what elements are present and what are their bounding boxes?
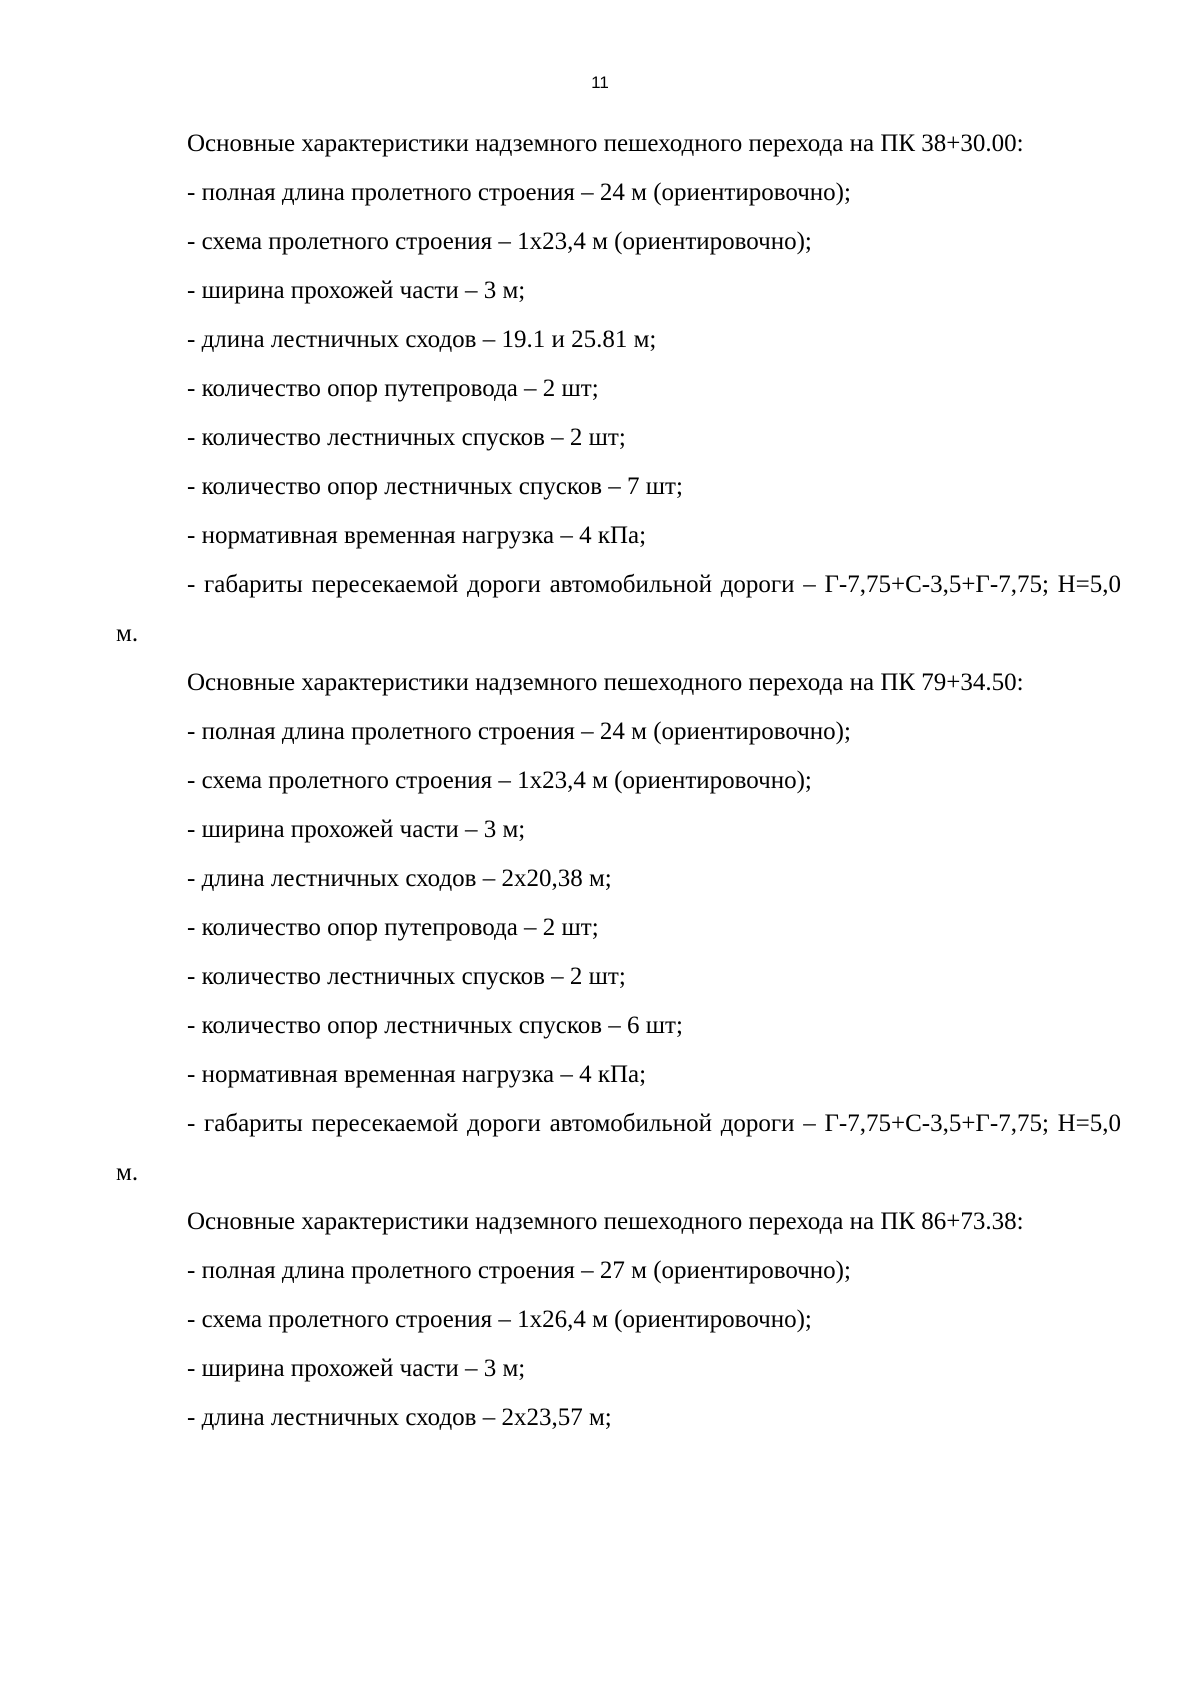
- list-item: - габариты пересекаемой дороги автомобильной дороги – Г-7,75+С-3,5+Г-7,75; Н=5,0 м.: [116, 571, 1121, 647]
- list-item: - количество опор путепровода – 2 шт;: [187, 914, 599, 941]
- list-item: - полная длина пролетного строения – 27 м (ориентировочно);: [187, 1257, 851, 1284]
- list-item: - количество лестничных спусков – 2 шт;: [187, 424, 626, 451]
- list-item: - полная длина пролетного строения – 24 м (ориентировочно);: [187, 179, 851, 206]
- list-item: - ширина прохожей части – 3 м;: [187, 1355, 526, 1382]
- document-body: [116, 119, 1121, 1442]
- page-number: 11: [591, 73, 609, 92]
- list-item: - схема пролетного строения – 1х26,4 м (ориентировочно);: [187, 1306, 812, 1333]
- section-heading: Основные характеристики надземного пешеходного перехода на ПК 86+73.38:: [187, 1208, 1024, 1235]
- list-item: - нормативная временная нагрузка – 4 кПа;: [187, 1061, 647, 1088]
- list-item: - габариты пересекаемой дороги автомобильной дороги – Г-7,75+С-3,5+Г-7,75; Н=5,0 м.: [116, 1110, 1121, 1186]
- list-item: - количество опор лестничных спусков – 6 шт;: [187, 1012, 683, 1039]
- list-item: - схема пролетного строения – 1х23,4 м (ориентировочно);: [187, 767, 812, 794]
- list-item: - количество опор путепровода – 2 шт;: [187, 375, 599, 402]
- list-item: - количество лестничных спусков – 2 шт;: [187, 963, 626, 990]
- list-item: - полная длина пролетного строения – 24 м (ориентировочно);: [187, 718, 851, 745]
- list-item: - схема пролетного строения – 1х23,4 м (ориентировочно);: [187, 228, 812, 255]
- list-item: - количество опор лестничных спусков – 7 шт;: [187, 473, 683, 500]
- section-heading: Основные характеристики надземного пешеходного перехода на ПК 38+30.00:: [187, 130, 1024, 157]
- list-item: - длина лестничных сходов – 19.1 и 25.81 м;: [187, 326, 657, 353]
- list-item: - ширина прохожей части – 3 м;: [187, 277, 526, 304]
- list-item: - нормативная временная нагрузка – 4 кПа;: [187, 522, 647, 549]
- section-heading: Основные характеристики надземного пешеходного перехода на ПК 79+34.50:: [187, 669, 1024, 696]
- list-item: - длина лестничных сходов – 2х23,57 м;: [187, 1404, 612, 1431]
- list-item: - ширина прохожей части – 3 м;: [187, 816, 526, 843]
- list-item: - длина лестничных сходов – 2х20,38 м;: [187, 865, 612, 892]
